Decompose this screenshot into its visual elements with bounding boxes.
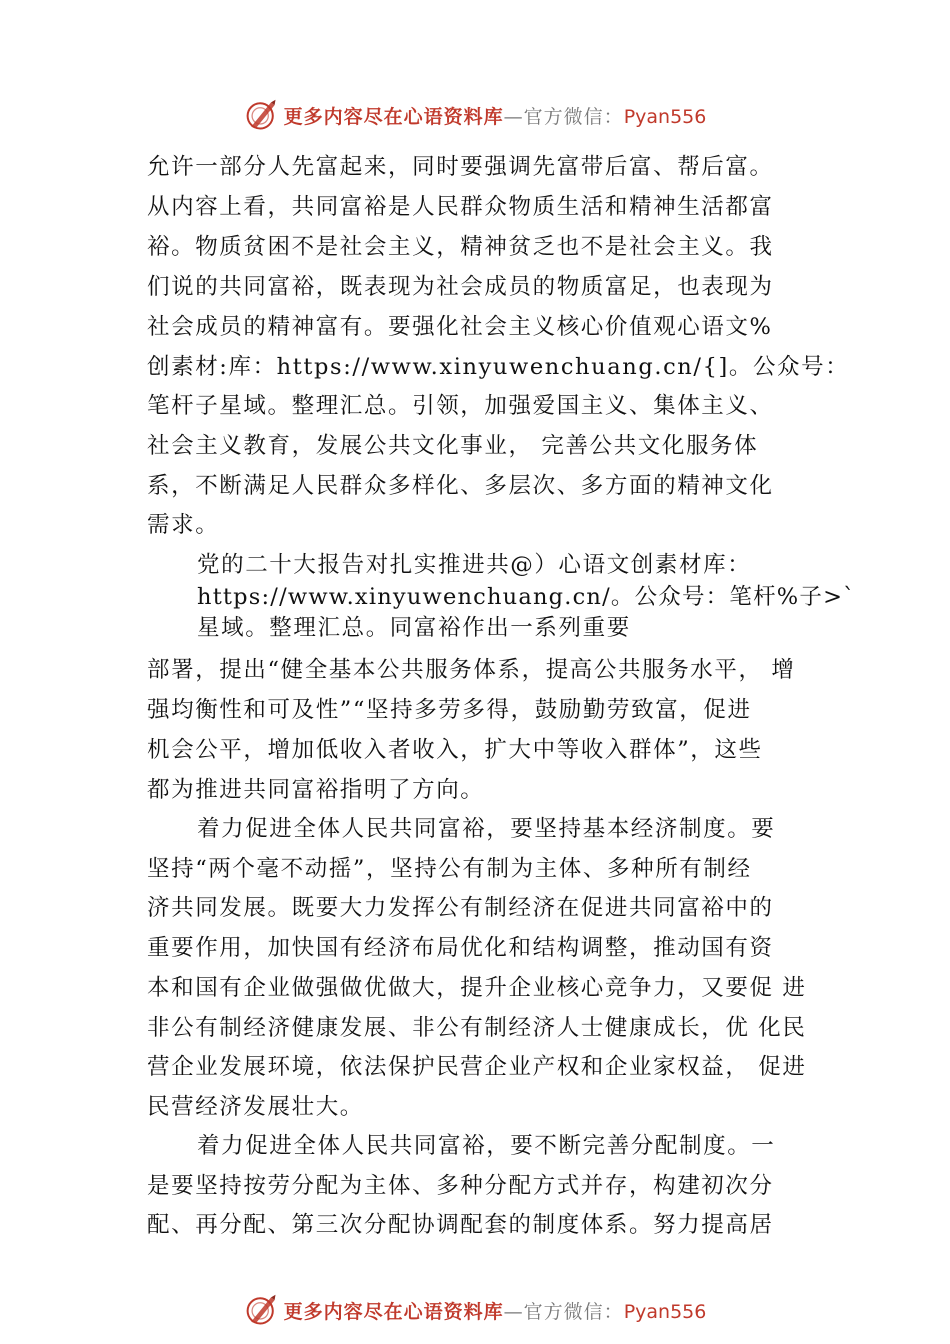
body-line: 星域。整理汇总。同富裕作出一系列重要	[197, 615, 631, 641]
banner-text	[284, 1297, 707, 1324]
body-line: 都为推进共同富裕指明了方向。	[147, 777, 485, 803]
body-line: 着力促进全体人民共同富裕，要不断完善分配制度。一	[197, 1133, 776, 1159]
body-line: 着力促进全体人民共同富裕，要坚持基本经济制度。要	[197, 816, 776, 842]
banner-account: Pyan556	[623, 1300, 707, 1323]
body-line: 需求。	[147, 512, 220, 538]
body-line: 坚持“两个毫不动摇”，坚持公有制为主体、多种所有制经	[147, 856, 752, 882]
banner-text	[284, 102, 707, 129]
body-line: 系，不断满足人民群众多样化、多层次、多方面的精神文化	[147, 473, 774, 499]
banner-main-text: 更多内容尽在心语资料库	[283, 105, 504, 128]
banner-dash: —	[503, 105, 524, 128]
body-line: 本和国有企业做强做优做大，提升企业核心竞争力，又要促 进	[147, 975, 807, 1001]
body-line: 社会成员的精神富有。要强化社会主义核心价值观心语文%	[147, 314, 773, 340]
body-line: 是要坚持按劳分配为主体、多种分配方式并存，构建初次分	[147, 1173, 774, 1199]
body-line: 配、再分配、第三次分配协调配套的制度体系。努力提高居	[147, 1212, 774, 1238]
body-line: 非公有制经济健康发展、非公有制经济人士健康成长，优 化民	[147, 1015, 807, 1041]
banner-wechat-label: 官方微信：	[523, 105, 624, 128]
banner-main-text: 更多内容尽在心语资料库	[283, 1300, 504, 1323]
banner-wechat-label: 官方微信：	[523, 1300, 624, 1323]
body-line: 重要作用，加快国有经济布局优化和结构调整，推动国有资	[147, 935, 774, 961]
body-line: 机会公平，增加低收入者收入，扩大中等收入群体”，这些	[147, 737, 763, 763]
body-line: 从内容上看，共同富裕是人民群众物质生活和精神生活都富	[147, 194, 774, 220]
body-line: 济共同发展。既要大力发挥公有制经济在促进共同富裕中的	[147, 895, 774, 921]
body-line: 部署，提出“健全基本公共服务体系，提高公共服务水平， 增	[147, 657, 796, 683]
pen-circle-logo-icon	[244, 97, 280, 133]
body-line: https://www.xinyuwenchuang.cn/。公众号：笔杆%子>`	[197, 584, 856, 610]
body-line: 裕。物质贫困不是社会主义，精神贫乏也不是社会主义。我	[147, 234, 774, 260]
body-line: 社会主义教育，发展公共文化事业， 完善公共文化服务体	[147, 433, 759, 459]
banner-dash: —	[503, 1300, 524, 1323]
body-line: 民营经济发展壮大。	[147, 1094, 364, 1120]
footer-watermark-banner	[0, 1290, 950, 1330]
body-line: 创素材:库：https://www.xinyuwenchuang.cn/{]。公众号：	[147, 354, 850, 380]
header-watermark-banner	[0, 95, 950, 135]
body-line: 们说的共同富裕，既表现为社会成员的物质富足，也表现为	[147, 274, 774, 300]
body-line: 笔杆子星域。整理汇总。引领，加强爱国主义、集体主义、	[147, 393, 774, 419]
body-line: 党的二十大报告对扎实推进共@）心语文创素材库：	[197, 552, 752, 578]
pen-circle-logo-icon	[244, 1292, 280, 1328]
body-line: 营企业发展环境，依法保护民营企业产权和企业家权益， 促进	[147, 1054, 807, 1080]
banner-account: Pyan556	[623, 105, 707, 128]
body-line: 强均衡性和可及性”“坚持多劳多得，鼓励勤劳致富，促进	[147, 697, 752, 723]
body-line: 允许一部分人先富起来，同时要强调先富带后富、帮后富。	[147, 154, 774, 180]
